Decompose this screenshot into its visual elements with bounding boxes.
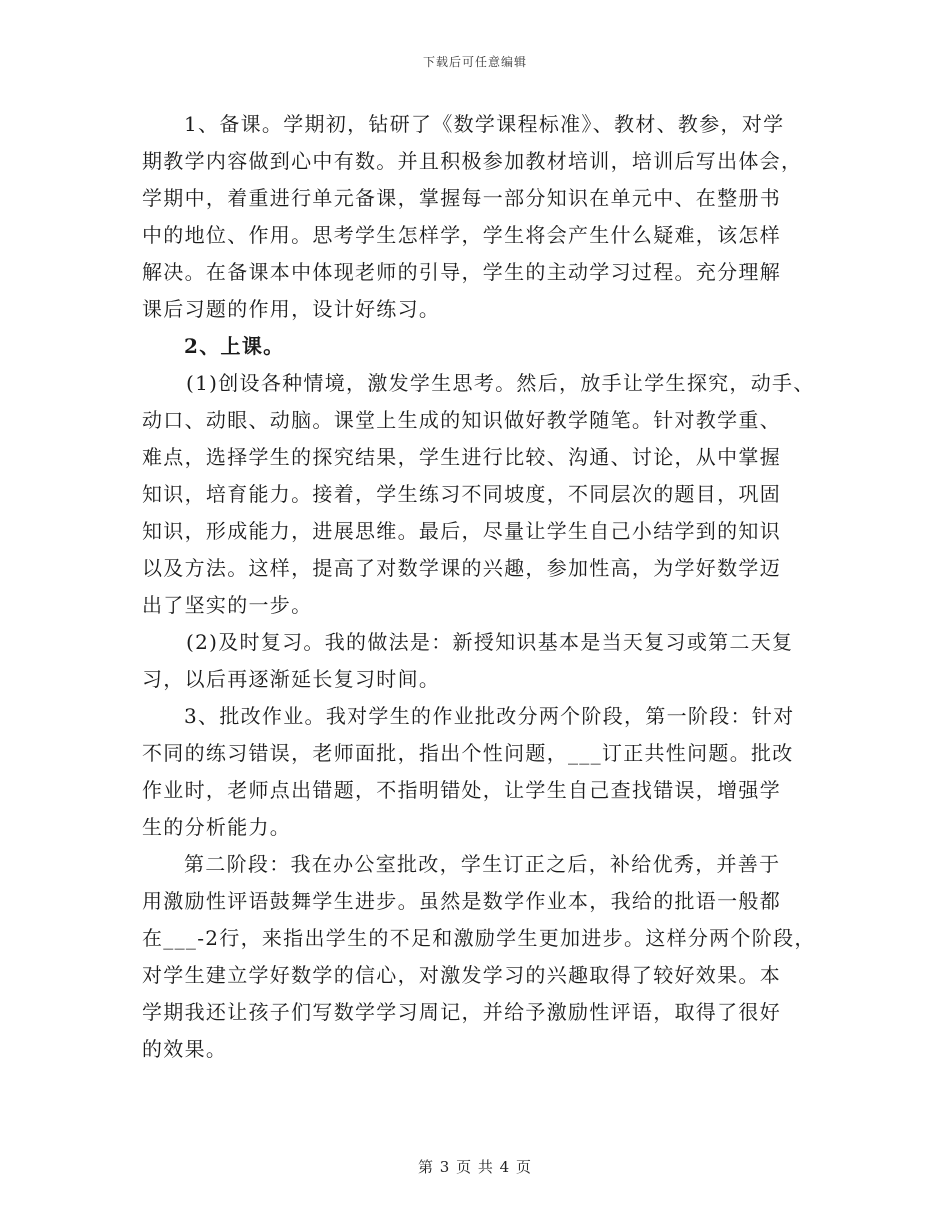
text-line: 对学生建立学好数学的信心，对激发学习的兴趣取得了较好效果。本 xyxy=(142,963,781,987)
text-line: 学期中，着重进行单元备课，掌握每一部分知识在单元中、在整册书 xyxy=(142,186,781,210)
text-line: 用激励性评语鼓舞学生进步。虽然是数学作业本，我给的批语一般都 xyxy=(142,889,781,913)
text-line: (2)及时复习。我的做法是：新授知识基本是当天复习或第二天复 xyxy=(186,630,794,654)
text-line: 3、批改作业。我对学生的作业批改分两个阶段，第一阶段：针对 xyxy=(184,704,795,728)
text-line: 解决。在备课本中体现老师的引导，学生的主动学习过程。充分理解 xyxy=(142,260,781,284)
paragraph-homework xyxy=(142,698,812,846)
text-line: 课后习题的作用，设计好练习。 xyxy=(142,297,441,321)
page-header-note: 下载后可任意编辑 xyxy=(422,55,527,69)
text-line: 习，以后再逐渐延长复习时间。 xyxy=(142,667,441,691)
paragraph-class-item-1 xyxy=(142,365,815,624)
text-line: 第二阶段：我在办公室批改，学生订正之后，补给优秀，并善于 xyxy=(184,852,781,876)
text-line: 中的地位、作用。思考学生怎样学，学生将会产生什么疑难，该怎样 xyxy=(142,223,781,247)
text-line: 难点，选择学生的探究结果，学生进行比较、沟通、讨论，从中掌握 xyxy=(142,445,781,469)
text-line: 出了坚实的一步。 xyxy=(142,593,313,617)
text-line: 作业时，老师点出错题，不指明错处，让学生自己查找错误，增强学 xyxy=(142,778,781,802)
text-line: 的效果。 xyxy=(142,1037,228,1061)
text-line: 在___-2行，来指出学生的不足和激励学生更加进步。这样分两个阶段， xyxy=(142,926,816,950)
text-line: 学期我还让孩子们写数学学习周记，并给予激励性评语，取得了很好 xyxy=(142,1000,781,1024)
text-line: 生的分析能力。 xyxy=(142,815,292,839)
section-heading: 2、上课。 xyxy=(184,334,285,358)
text-line: 动口、动眼、动脑。课堂上生成的知识做好教学随笔。针对教学重、 xyxy=(142,408,781,432)
text-line: 不同的练习错误，老师面批，指出个性问题，___订正共性问题。批改 xyxy=(142,741,794,765)
text-line: 知识，培育能力。接着，学生练习不同坡度，不同层次的题目，巩固 xyxy=(142,482,781,506)
paragraph-class-item-2 xyxy=(142,624,812,698)
text-line: (1)创设各种情境，激发学生思考。然后，放手让学生探究，动手、 xyxy=(186,371,815,395)
text-line: 知识，形成能力，进展思维。最后，尽量让学生自己小结学到的知识 xyxy=(142,519,781,543)
text-line: 以及方法。这样，提高了对数学课的兴趣，参加性高，为学好数学迈 xyxy=(142,556,781,580)
document-body xyxy=(142,106,816,1068)
paragraph-class-heading xyxy=(142,328,812,365)
page-number: 第 3 页 共 4 页 xyxy=(418,1158,532,1176)
paragraph-second-stage xyxy=(142,846,816,1068)
text-line: 1、备课。学期初，钻研了《数学课程标准》、教材、教参，对学 xyxy=(184,112,785,136)
text-line: 期教学内容做到心中有数。并且积极参加教材培训，培训后写出体会， xyxy=(142,149,803,173)
paragraph-preparation xyxy=(142,106,812,328)
